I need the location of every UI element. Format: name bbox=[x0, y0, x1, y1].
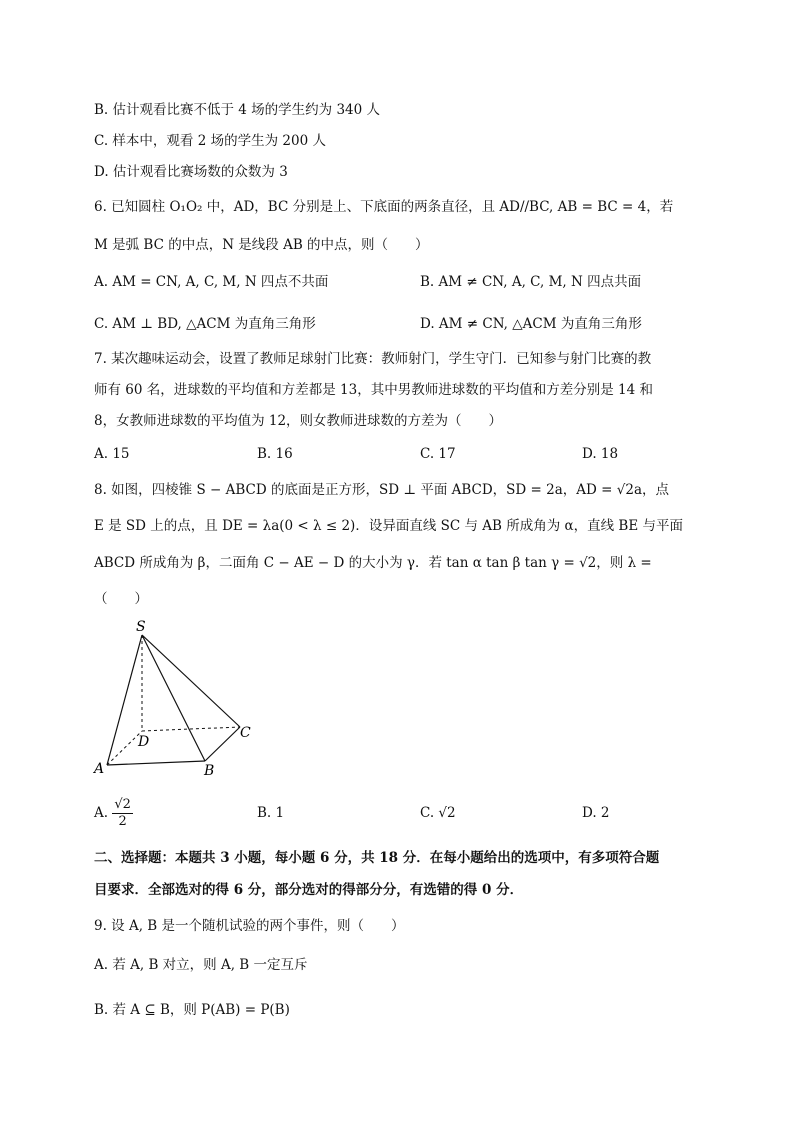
edge-bc bbox=[205, 727, 240, 761]
label-s: S bbox=[136, 619, 146, 635]
label-b: B bbox=[204, 763, 215, 779]
q8-option-a-label: A. bbox=[94, 805, 109, 821]
q8-option-c: C. √2 bbox=[420, 805, 456, 821]
label-c: C bbox=[240, 725, 251, 741]
q7-option-b: B. 16 bbox=[257, 446, 293, 462]
edge-ad bbox=[107, 731, 142, 765]
edge-ab bbox=[107, 761, 205, 765]
pyramid-figure bbox=[90, 615, 280, 785]
q8-option-a bbox=[94, 793, 133, 833]
q7-stem-line3: 8，女教师进球数的平均值为 12，则女教师进球数的方差为（ ） bbox=[94, 413, 503, 429]
q9-stem: 9. 设 A, B 是一个随机试验的两个事件，则（ ） bbox=[94, 918, 405, 934]
q7-option-c: C. 17 bbox=[420, 446, 456, 462]
q6-stem-line1: 6. 已知圆柱 O₁O₂ 中，AD，BC 分别是上、下底面的两条直径，且 AD//BC, AB = BC = 4，若 bbox=[94, 199, 674, 215]
section2-instructions-line1: 二、选择题：本题共 3 小题，每小题 6 分，共 18 分．在每小题给出的选项中，有多项符合题 bbox=[94, 850, 660, 866]
edge-sb bbox=[142, 635, 205, 761]
q6-stem-line2: M 是弧 BC 的中点，N 是线段 AB 的中点，则（ ） bbox=[94, 237, 429, 253]
q7-stem-line2: 师有 60 名，进球数的平均值和方差都是 13，其中男教师进球数的平均值和方差分别是 14 和 bbox=[94, 382, 653, 398]
q8-option-b: B. 1 bbox=[257, 805, 285, 821]
q9-option-b: B. 若 A ⊆ B，则 P(AB) = P(B) bbox=[94, 1002, 290, 1018]
q8-stem-line4: （ ） bbox=[94, 591, 148, 607]
edge-sa bbox=[107, 635, 142, 765]
q6-option-d: D. AM ≠ CN, △ACM 为直角三角形 bbox=[420, 316, 642, 332]
q8-stem-line1: 8. 如图，四棱锥 S − ABCD 的底面是正方形，SD ⊥ 平面 ABCD，SD = 2a，AD = √2a，点 bbox=[94, 482, 669, 498]
q6-option-b: B. AM ≠ CN, A, C, M, N 四点共面 bbox=[420, 274, 642, 290]
fraction-denominator: 2 bbox=[118, 814, 127, 829]
q8-stem-line2: E 是 SD 上的点，且 DE = λa(0 < λ ≤ 2)．设异面直线 SC 与 AB 所成角为 α，直线 BE 与平面 bbox=[94, 518, 684, 534]
q7-stem-line1: 7. 某次趣味运动会，设置了教师足球射门比赛：教师射门，学生守门．已知参与射门比赛的教 bbox=[94, 351, 652, 367]
label-d: D bbox=[138, 734, 150, 750]
label-a: A bbox=[94, 761, 105, 777]
q9-option-a: A. 若 A, B 对立，则 A, B 一定互斥 bbox=[94, 957, 308, 973]
q7-option-d: D. 18 bbox=[582, 446, 619, 462]
fraction-root2-over-2 bbox=[112, 797, 133, 830]
q5-option-c: C. 样本中，观看 2 场的学生为 200 人 bbox=[94, 133, 326, 149]
q5-option-d: D. 估计观看比赛场数的众数为 3 bbox=[94, 164, 288, 180]
edge-sc bbox=[142, 635, 240, 727]
q6-option-c: C. AM ⊥ BD, △ACM 为直角三角形 bbox=[94, 316, 316, 332]
edge-dc bbox=[142, 727, 240, 731]
q8-stem-line3: ABCD 所成角为 β，二面角 C − AE − D 的大小为 γ．若 tan α tan β tan γ = √2，则 λ = bbox=[94, 555, 652, 571]
q8-option-d: D. 2 bbox=[582, 805, 610, 821]
fraction-numerator: √2 bbox=[114, 797, 131, 812]
q7-option-a: A. 15 bbox=[94, 446, 130, 462]
q6-option-a: A. AM = CN, A, C, M, N 四点不共面 bbox=[94, 274, 329, 290]
q5-option-b: B. 估计观看比赛不低于 4 场的学生约为 340 人 bbox=[94, 102, 381, 118]
section2-instructions-line2: 目要求．全部选对的得 6 分，部分选对的得部分分，有选错的得 0 分． bbox=[94, 882, 524, 898]
